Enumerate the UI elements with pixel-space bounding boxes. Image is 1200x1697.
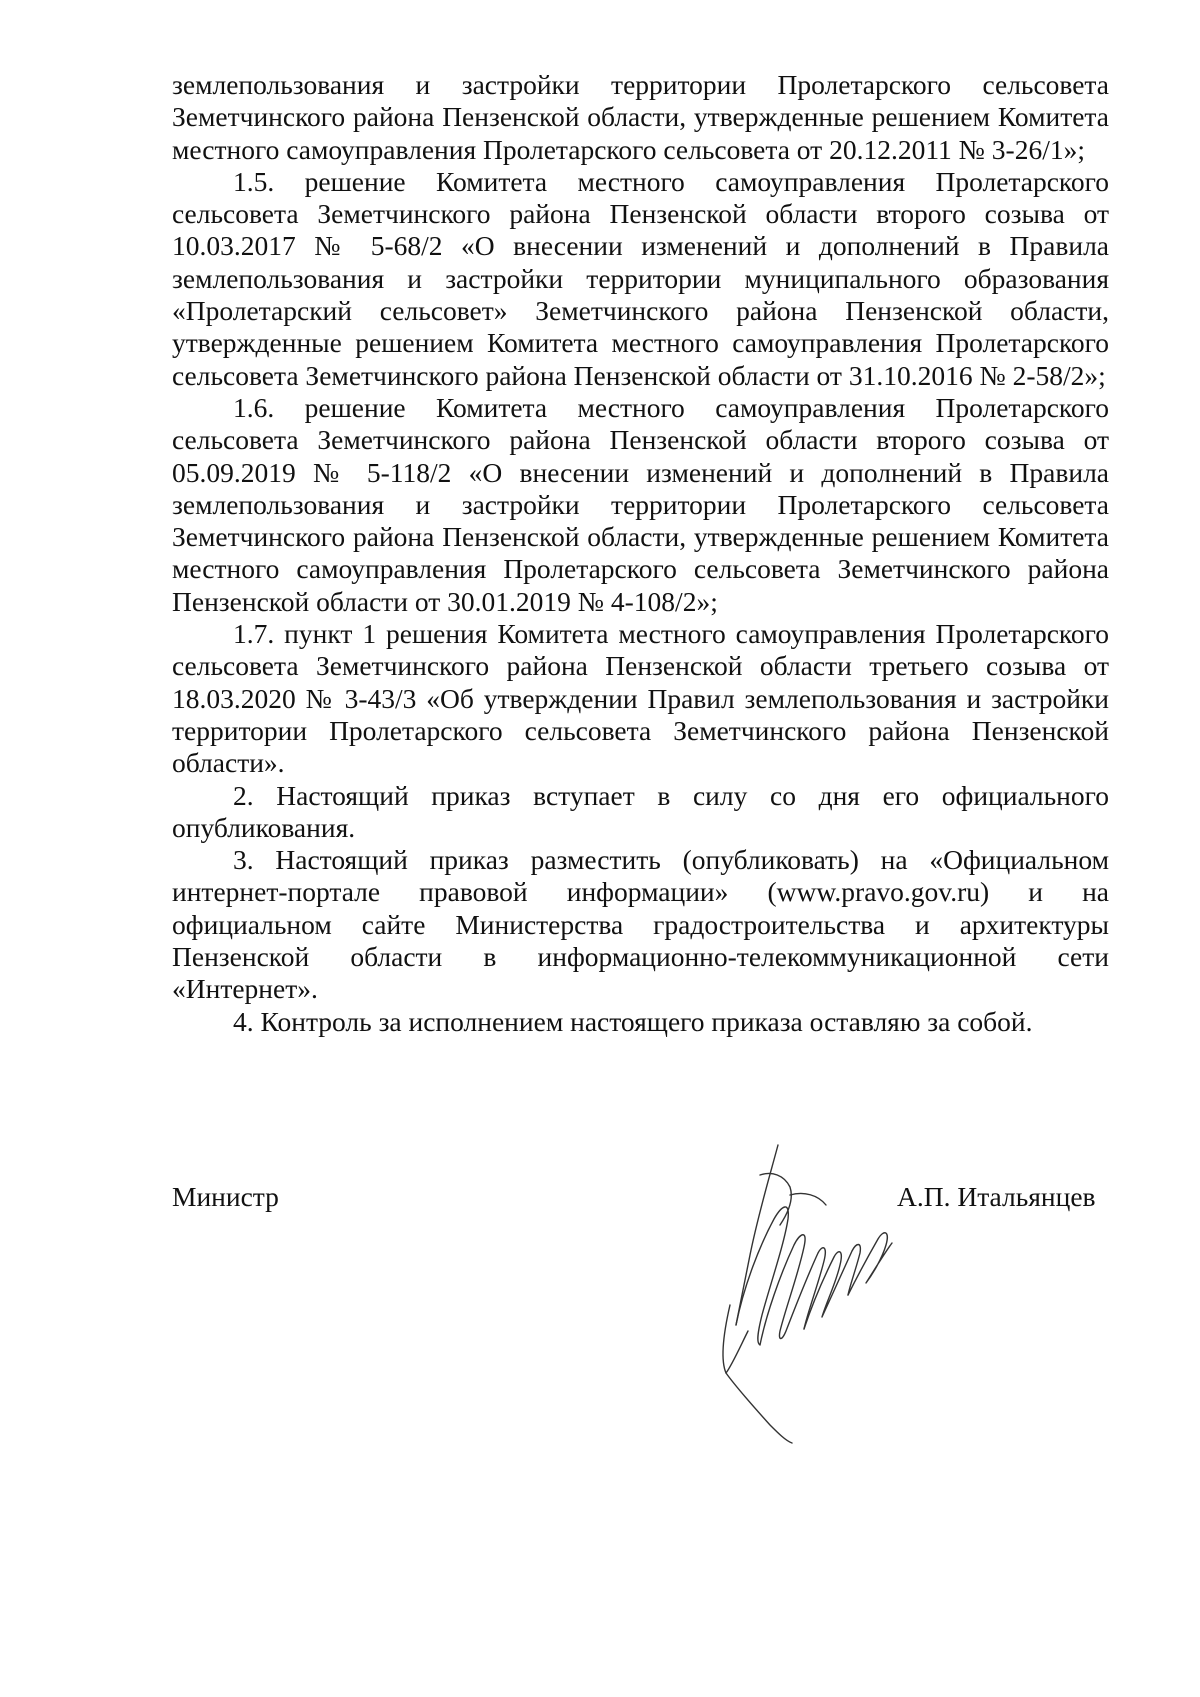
paragraph-item-3: 3. Настоящий приказ разместить (опубликовать) на «Официальном интернет-портале правовой информации» (www.pravo.gov.ru) и на официальном сайте Министерства градостроительства и архитектуры Пензенской области в информационно-телекоммуникационной сети «Интернет». (172, 844, 1109, 1005)
paragraph-continuation: землепользования и застройки территории Пролетарского сельсовета Земетчинского района Пензенской области, утвержденные решением Комитета местного самоуправления Пролетарского сельсовета от 20.12.2011 № 3-26/1»; (172, 69, 1109, 165)
handwritten-signature (700, 1135, 900, 1445)
signatory-title: Министр (172, 1181, 279, 1212)
paragraph-item-4: 4. Контроль за исполнением настоящего приказа оставляю за собой. (233, 1005, 1033, 1037)
paragraph-item-1-6: 1.6. решение Комитета местного самоуправления Пролетарского сельсовета Земетчинского района Пензенской области второго созыва от 05.09.2019 № 5-118/2 «О внесении изменений и дополнений в Правила землепользования и застройки территории Пролетарского сельсовета Земетчинского района Пензенской области, утвержденные решением Комитета местного самоуправления Пролетарского сельсовета Земетчинского района Пензенской области от 30.01.2019 № 4-108/2»; (172, 391, 1109, 617)
paragraph-item-1-5: 1.5. решение Комитета местного самоуправления Пролетарского сельсовета Земетчинского района Пензенской области второго созыва от 10.03.2017 № 5-68/2 «О внесении изменений и дополнений в Правила землепользования и застройки территории муниципального образования «Пролетарский сельсовет» Земетчинского района Пензенской области, утвержденные решением Комитета местного самоуправления Пролетарского сельсовета Земетчинского района Пензенской области от 31.10.2016 № 2-58/2»; (172, 165, 1109, 391)
paragraph-item-1-7: 1.7. пункт 1 решения Комитета местного самоуправления Пролетарского сельсовета Земетчинского района Пензенской области третьего созыва от 18.03.2020 № 3-43/3 «Об утверждении Правил землепользования и застройки территории Пролетарского сельсовета Земетчинского района Пензенской области». (172, 618, 1109, 779)
paragraph-item-2: 2. Настоящий приказ вступает в силу со дня его официального опубликования. (172, 779, 1109, 843)
document-body (172, 69, 1109, 1038)
signatory-name: А.П. Итальянцев (897, 1181, 1096, 1212)
